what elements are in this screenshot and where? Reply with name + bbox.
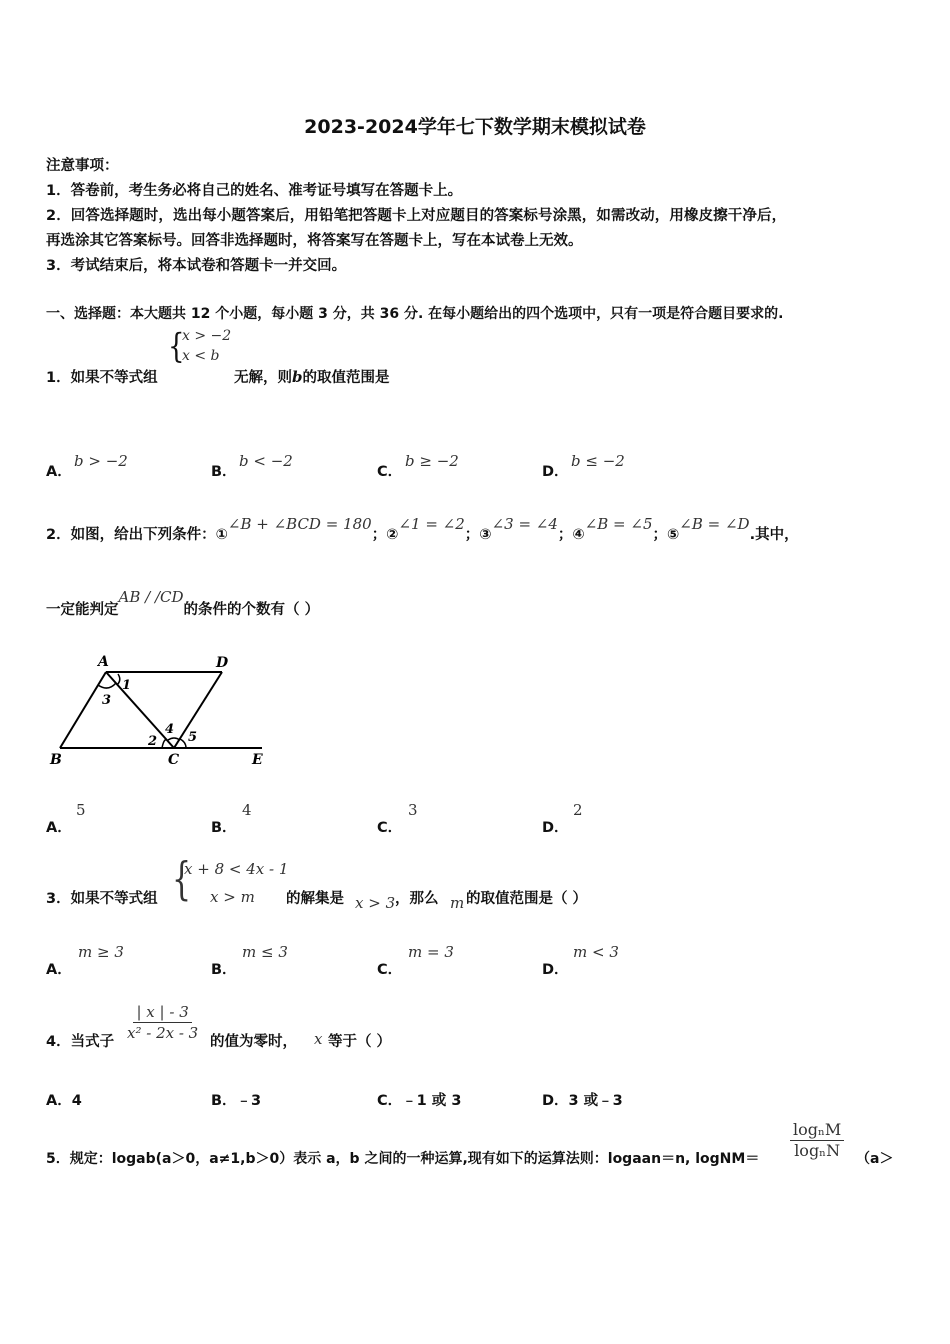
- q3-option-b[interactable]: [211, 958, 237, 979]
- q3-option-d[interactable]: [542, 958, 569, 979]
- figure-label-a: A: [98, 654, 109, 670]
- option-letter: D．: [542, 1093, 569, 1109]
- option-letter: A．: [46, 464, 72, 480]
- q3-sys-line-2: x > m: [210, 888, 255, 906]
- option-letter: A．: [46, 1093, 72, 1109]
- option-letter: C．: [377, 1093, 403, 1109]
- page-title: 2023-2024学年七下数学期末模拟试卷: [304, 116, 646, 138]
- q2-geometry-figure: [46, 652, 270, 770]
- q4-mid: 的值为零时，: [210, 1034, 297, 1050]
- q3-mid: 的解集是: [286, 891, 344, 907]
- option-letter: A．: [46, 962, 72, 978]
- q4-numerator: | x | - 3: [133, 1002, 191, 1023]
- figure-angle-5: 5: [188, 730, 198, 745]
- option-letter: A．: [46, 820, 72, 836]
- q2-option-a[interactable]: [46, 816, 72, 837]
- q2-cond-1: ∠B + ∠BCD = 180: [227, 515, 372, 533]
- q2-line2-prefix: 一定能判定: [46, 602, 119, 618]
- brace-icon: {: [172, 853, 192, 906]
- q5-text: 5．规定：logab(a＞0，a≠1,b＞0）表示 a，b 之间的一种运算,现有如下的运算法则：logaan＝n, logNM＝: [46, 1151, 760, 1167]
- q3-option-c-expr: m = 3: [408, 943, 454, 961]
- q2-option-c-expr: 3: [408, 801, 418, 819]
- q1-sys-line-2: x < b: [182, 348, 220, 364]
- brace-icon: {: [168, 327, 185, 367]
- q4-option-a[interactable]: [46, 1089, 82, 1110]
- q3-system: [172, 853, 289, 914]
- q2-sep-2: ；②: [371, 527, 399, 543]
- q3-prefix: 3．如果不等式组: [46, 891, 158, 907]
- q1-suffix-b: 的取值范围是: [302, 370, 390, 386]
- q2-option-a-expr: 5: [76, 801, 86, 819]
- section-heading: 一、选择题：本大题共 12 个小题，每小题 3 分，共 36 分. 在每小题给出的四个选项中，只有一项是符合题目要求的.: [46, 306, 784, 322]
- q2-tail: .其中，: [749, 527, 799, 543]
- figure-label-e: E: [252, 752, 263, 768]
- q2-cond-4: ∠B = ∠5: [584, 515, 653, 533]
- q4-suffix: 等于（ ）: [328, 1034, 392, 1050]
- q1-option-d-expr: b ≤ −2: [571, 452, 625, 470]
- q5-tail: （a＞: [856, 1151, 894, 1167]
- option-text: 3 或﹣3: [568, 1093, 623, 1109]
- option-letter: D．: [542, 464, 569, 480]
- option-letter: D．: [542, 820, 569, 836]
- q3-option-a-expr: m ≥ 3: [78, 943, 124, 961]
- q2-line2-suffix: 的条件的个数有（ ）: [183, 602, 320, 618]
- q5-numerator: logₙM: [790, 1120, 844, 1141]
- q3-solution: x > 3: [355, 894, 396, 912]
- q4-var: x: [314, 1030, 323, 1048]
- q2-line-1: [46, 515, 799, 544]
- q3-sys-line-1: [184, 860, 288, 878]
- figure-angle-4: 4: [165, 722, 175, 737]
- q1-option-b[interactable]: [211, 460, 237, 481]
- q1-option-a-expr: b > −2: [74, 452, 128, 470]
- q3-option-c[interactable]: [377, 958, 402, 979]
- q3-option-b-expr: m ≤ 3: [242, 943, 288, 961]
- notes-item-2: 2．回答选择题时，选出每小题答案后，用铅笔把答题卡上对应题目的答案标号涂黑，如需改动，用橡皮擦干净后，: [46, 208, 787, 224]
- notes-heading: 注意事项：: [46, 158, 119, 174]
- option-text: ﹣1 或 3: [402, 1093, 462, 1109]
- q2-cond-2: ∠1 = ∠2: [398, 515, 465, 533]
- q3-suffix: 的取值范围是（ ）: [466, 891, 588, 907]
- q1-option-c[interactable]: [377, 460, 402, 481]
- q2-option-d[interactable]: [542, 816, 569, 837]
- q1-sys-line-1: x > −2: [182, 328, 232, 344]
- figure-angle-2: 2: [148, 734, 158, 749]
- figure-label-c: C: [168, 752, 180, 768]
- q2-cond-3: ∠3 = ∠4: [491, 515, 558, 533]
- q4-option-d[interactable]: [542, 1089, 623, 1110]
- option-letter: C．: [377, 820, 403, 836]
- q3-option-a[interactable]: [46, 958, 72, 979]
- q5-denominator: logₙN: [794, 1141, 841, 1160]
- q3-option-d-expr: m < 3: [573, 943, 619, 961]
- q4-prefix: 4．当式子: [46, 1034, 115, 1050]
- q2-sep-5: ；⑤: [652, 527, 680, 543]
- option-letter: C．: [377, 962, 403, 978]
- notes-item-3: 3．考试结束后，将本试卷和答题卡一并交回。: [46, 258, 347, 274]
- option-text: ﹣3: [236, 1093, 262, 1109]
- q4-option-b[interactable]: [211, 1089, 261, 1110]
- option-letter: B．: [211, 464, 237, 480]
- q2-option-b-expr: 4: [242, 801, 252, 819]
- option-letter: D．: [542, 962, 569, 978]
- q2-option-d-expr: 2: [573, 801, 583, 819]
- q3-mid-2: ，那么: [395, 891, 439, 907]
- q2-line-2: [46, 588, 320, 619]
- q4-option-c[interactable]: [377, 1089, 461, 1110]
- q3-var: m: [450, 894, 465, 912]
- q2-cond-5: ∠B = ∠D: [679, 515, 750, 533]
- q2-option-c[interactable]: [377, 816, 402, 837]
- notes-item-1: 1．答卷前，考生务必将自己的姓名、准考证号填写在答题卡上。: [46, 183, 463, 199]
- option-text: 4: [71, 1093, 82, 1109]
- q1-suffix-a: 无解，则: [234, 370, 292, 386]
- figure-angle-3: 3: [102, 693, 112, 708]
- q4-denominator: x² - 2x - 3: [127, 1024, 199, 1042]
- figure-label-d: D: [216, 655, 229, 671]
- q1-var: b: [292, 368, 303, 386]
- option-letter: B．: [211, 820, 237, 836]
- q1-suffix: [234, 366, 390, 387]
- q1-option-b-expr: b < −2: [239, 452, 293, 470]
- q5-fraction: [790, 1120, 844, 1161]
- option-letter: B．: [211, 962, 237, 978]
- q1-option-c-expr: b ≥ −2: [405, 452, 459, 470]
- q2-parallel-expr: AB / /CD: [118, 588, 184, 606]
- q2-sep-4: ；④: [557, 527, 585, 543]
- q2-prefix: 2．如图，给出下列条件：①: [46, 527, 228, 543]
- notes-item-2-cont: 再选涂其它答案标号。回答非选择题时，将答案写在答题卡上，写在本试卷上无效。: [46, 233, 583, 249]
- q2-option-b[interactable]: [211, 816, 237, 837]
- figure-label-b: B: [50, 752, 62, 768]
- q2-sep-3: ；③: [464, 527, 492, 543]
- q1-option-d[interactable]: [542, 460, 569, 481]
- option-letter: B．: [211, 1093, 237, 1109]
- q1-option-a[interactable]: [46, 460, 72, 481]
- figure-angle-1: 1: [122, 678, 132, 693]
- option-letter: C．: [377, 464, 403, 480]
- q3-sys-line-1-text: x + 8 < 4x - 1: [184, 860, 289, 878]
- q4-fraction: [124, 1002, 201, 1043]
- q1-prefix: 1．如果不等式组: [46, 370, 158, 386]
